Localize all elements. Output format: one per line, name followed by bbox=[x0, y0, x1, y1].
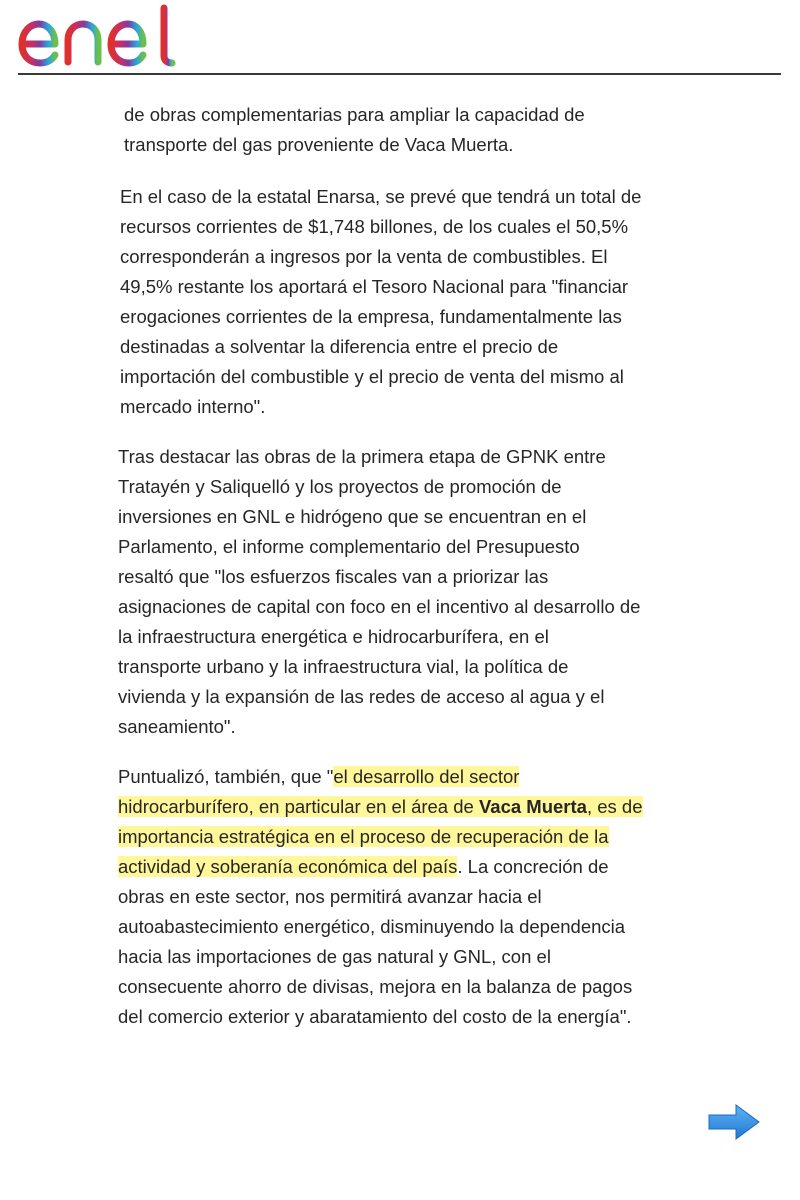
text-line bbox=[118, 822, 643, 852]
text-line: erogaciones corrientes de la empresa, fundamentalmente las bbox=[120, 306, 622, 327]
text-segment: Puntualizó, también, que " bbox=[118, 766, 334, 787]
paragraph-4 bbox=[118, 762, 643, 1032]
text-line: mercado interno". bbox=[120, 396, 266, 417]
text-line: saneamiento". bbox=[118, 716, 236, 737]
text-line: En el caso de la estatal Enarsa, se prevé que tendrá un total de bbox=[120, 186, 642, 207]
text-segment: hidrocarburífero, en particular en el área de bbox=[118, 796, 479, 817]
text-line: inversiones en GNL e hidrógeno que se encuentran en el bbox=[118, 506, 587, 527]
highlighted-quote: el desarrollo del sector bbox=[333, 766, 520, 787]
text-line: autoabastecimiento energético, disminuyendo la dependencia bbox=[118, 916, 626, 937]
text-line: hacia las importaciones de gas natural y GNL, con el bbox=[118, 946, 551, 967]
text-line: Tratayén y Saliquelló y los proyectos de promoción de bbox=[118, 476, 562, 497]
text-line: transporte urbano y la infraestructura vial, la política de bbox=[118, 656, 569, 677]
highlighted-quote bbox=[118, 796, 643, 817]
text-line: corresponderán a ingresos por la venta de combustibles. El bbox=[120, 246, 608, 267]
next-page-button[interactable] bbox=[706, 1101, 762, 1143]
text-line: Tras destacar las obras de la primera etapa de GPNK entre bbox=[118, 446, 606, 467]
text-line: Parlamento, el informe complementario del Presupuesto bbox=[118, 536, 580, 557]
text-line bbox=[118, 852, 643, 882]
text-line: de obras complementarias para ampliar la capacidad de bbox=[124, 104, 585, 125]
text-line: asignaciones de capital con foco en el incentivo al desarrollo de bbox=[118, 596, 641, 617]
text-segment: , es de bbox=[586, 796, 643, 817]
text-line: resaltó que "los esfuerzos fiscales van a priorizar las bbox=[118, 566, 549, 587]
text-line: vivienda y la expansión de las redes de acceso al agua y el bbox=[118, 686, 605, 707]
paragraph-3 bbox=[118, 442, 640, 742]
text-line: transporte del gas proveniente de Vaca Muerta. bbox=[124, 134, 514, 155]
bold-term: Vaca Muerta bbox=[478, 796, 587, 817]
enel-logo bbox=[16, 4, 182, 68]
highlighted-quote: actividad y soberanía económica del país bbox=[118, 856, 458, 877]
text-line bbox=[118, 792, 643, 822]
text-line: importación del combustible y el precio de venta del mismo al bbox=[120, 366, 624, 387]
text-line: del comercio exterior y abaratamiento del costo de la energía". bbox=[118, 1006, 632, 1027]
paragraph-1 bbox=[124, 100, 585, 160]
header-divider bbox=[18, 73, 781, 75]
text-line bbox=[118, 762, 643, 792]
text-line: 49,5% restante los aportará el Tesoro Nacional para "financiar bbox=[120, 276, 629, 297]
text-segment: . La concreción de bbox=[457, 856, 609, 877]
paragraph-2 bbox=[120, 182, 641, 422]
text-line: recursos corrientes de $1,748 billones, de los cuales el 50,5% bbox=[120, 216, 629, 237]
text-line: obras en este sector, nos permitirá avanzar hacia el bbox=[118, 886, 542, 907]
text-line: destinadas a solventar la diferencia entre el precio de bbox=[120, 336, 559, 357]
text-line: consecuente ahorro de divisas, mejora en la balanza de pagos bbox=[118, 976, 633, 997]
arrow-right-icon bbox=[706, 1101, 762, 1143]
text-line: la infraestructura energética e hidrocarburífera, en el bbox=[118, 626, 549, 647]
page-header bbox=[0, 0, 800, 76]
highlighted-quote: importancia estratégica en el proceso de recuperación de la bbox=[118, 826, 609, 847]
